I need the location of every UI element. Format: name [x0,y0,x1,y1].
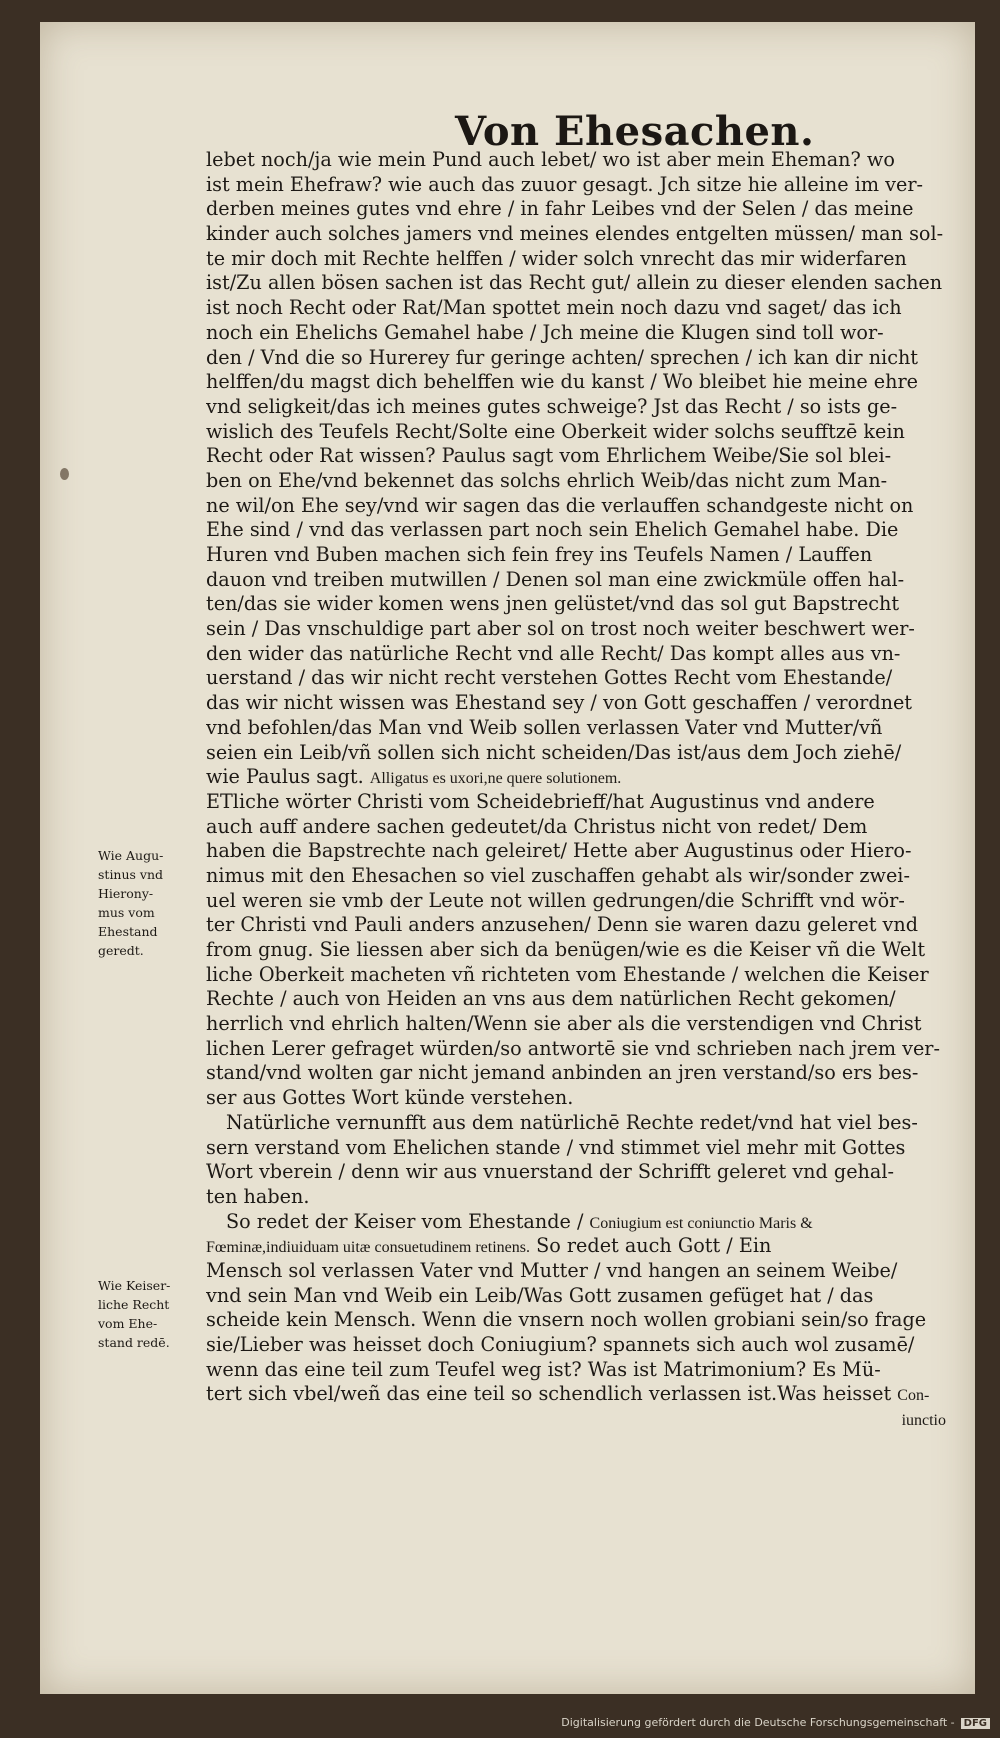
text-line: vnd befohlen/das Man vnd Weib sollen verlassen Vater vnd Mutter/vñ [206,715,883,739]
margin-note-line: geredt. [98,943,144,958]
text-line-with-latin [206,1210,946,1235]
margin-note-keiser [98,1276,198,1352]
text-line: wenn das eine teil zum Teufel weg ist? Was ist Matrimonium? Es Mü- [206,1357,881,1381]
text-line: liche Oberkeit macheten vñ richteten vom Ehestande / welchen die Keiser [206,962,929,986]
catchword-text: iunctio [901,1412,946,1430]
text-line: haben die Bapstrechte nach geleiret/ Hette aber Augustinus oder Hiero- [206,839,912,863]
text-line: dauon vnd treiben mutwillen / Denen sol man eine zwickmüle offen hal- [206,567,905,591]
margin-note-line: mus vom [98,905,155,920]
text-line: lebet noch/ja wie mein Pund auch lebet/ wo ist aber mein Eheman? wo [206,148,895,171]
latin-definition: Fœminæ,indiuiduam uitæ consuetudinem retinens. [206,1239,530,1257]
text-line: scheide kein Mensch. Wenn die vnsern noch wollen grobiani sein/so frage [206,1308,927,1332]
margin-note-augustinus [98,846,198,960]
text-line: vnd seligkeit/das ich meines gutes schweige? Jst das Recht / so ists ge- [206,394,898,418]
latin-quote: Alligatus es uxori,ne quere solutionem. [369,770,622,788]
text-line: Wort vberein / denn wir aus vnuerstand der Schrifft geleret vnd gehal- [206,1160,894,1184]
margin-note-line: Hierony- [98,886,154,901]
text-line: Natürliche vernunfft aus dem natürlichē Rechte redet/vnd hat viel bes- [226,1110,918,1134]
margin-note-line: vom Ehe- [98,1316,158,1331]
margin-note-line: Wie Keiser- [98,1278,171,1293]
stain-mark [60,468,69,480]
text-line: Mensch sol verlassen Vater vnd Mutter / vnd hangen an seinem Weibe/ [206,1258,898,1282]
text-line: ist mein Ehefraw? wie auch das zuuor gesagt. Jch sitze hie alleine im ver- [206,172,924,196]
text-segment: So redet der Keiser vom Ehestande / [226,1209,584,1233]
text-line: das wir nicht wissen was Ehestand sey / von Gott geschaffen / verordnet [206,691,913,715]
text-line: ne wil/on Ehe sey/vnd wir sagen das die verlauffen schandgeste nicht on [206,493,914,517]
text-line: sie/Lieber was heisset doch Coniugium? spannets sich auch wol zusamē/ [206,1333,915,1356]
margin-note-line: stinus vnd [98,867,164,882]
digitization-credit [0,1716,990,1729]
text-line-with-latin [206,765,946,790]
latin-definition: Coniugium est coniunctio Maris & [589,1214,813,1232]
text-line: noch ein Ehelichs Gemahel habe / Jch meine die Klugen sind toll wor- [206,320,884,344]
text-line: vnd sein Man vnd Weib ein Leib/Was Gott zusamen gefüget hat / das [206,1283,874,1307]
text-line: uel weren sie vmb der Leute not willen gedrungen/die Schrifft vnd wör- [206,888,905,912]
text-line: ben on Ehe/vnd bekennet das solchs ehrlich Weib/das nicht zum Man- [206,468,888,492]
text-line: nimus mit den Ehesachen so viel zuschaffen gehabt als wir/sonder zwei- [206,863,910,887]
credit-text: Digitalisierung gefördert durch die Deutsche Forschungsgemeinschaft - [561,1716,955,1729]
text-line: Rechte / auch von Heiden an vns aus dem natürlichen Recht gekomen/ [206,987,896,1011]
margin-note-line: liche Recht [98,1297,170,1312]
text-line: ten/das sie wider komen wens jnen gelüstet/vnd das sol gut Bapstrecht [206,592,900,616]
margin-note-line: stand redē. [98,1335,170,1350]
text-line: Huren vnd Buben machen sich fein frey ins Teufels Namen / Lauffen [206,543,873,566]
text-line: herrlich vnd ehrlich halten/Wenn sie aber als die verstendigen vnd Christ [206,1012,922,1036]
text-line: uerstand / das wir nicht recht verstehen Gottes Recht vom Ehestande/ [206,666,893,690]
text-line: wislich des Teufels Recht/Solte eine Oberkeit wider solchs seufftzē kein [206,419,905,443]
text-line: auch auff andere sachen gedeutet/da Christus nicht von redet/ Dem [206,814,868,838]
text-line: ten haben. [206,1184,310,1208]
catchword [206,1407,946,1432]
text-line: den wider das natürliche Recht vnd alle Recht/ Das kompt alles aus vn- [206,641,901,665]
text-line: lichen Lerer gefraget würden/so antwortē sie vnd schrieben nach jrem ver- [206,1036,940,1060]
text-line-with-latin [206,1382,946,1407]
text-line: ist noch Recht oder Rat/Man spottet mein noch dazu vnd saget/ das ich [206,296,902,320]
text-line: Recht oder Rat wissen? Paulus sagt vom Ehrlichem Weibe/Sie sol blei- [206,444,892,468]
text-segment: tert sich vbel/weñ das eine teil so schendlich verlassen ist.Was heisset [206,1382,892,1406]
text-segment: wie Paulus sagt. [206,765,364,789]
text-line: ter Christi vnd Pauli anders anzusehen/ Denn sie waren dazu geleret vnd [206,913,918,937]
margin-note-line: Ehestand [98,924,158,939]
text-line: helffen/du magst dich behelffen wie du kanst / Wo bleibet hie meine ehre [206,370,919,394]
book-page [40,22,975,1694]
text-line: ser aus Gottes Wort künde verstehen. [206,1086,574,1110]
text-line: sern verstand vom Ehelichen stande / vnd stimmet viel mehr mit Gottes [206,1135,906,1159]
text-segment: So redet auch Gott / Ein [536,1234,772,1258]
body-text [206,148,946,1432]
text-line: seien ein Leib/vñ sollen sich nicht scheiden/Das ist/aus dem Joch ziehē/ [206,740,902,764]
text-line: te mir doch mit Rechte helffen / wider solch vnrecht das mir widerfaren [206,246,907,270]
margin-note-line: Wie Augu- [98,848,164,863]
latin-word: Con- [897,1387,930,1405]
page-header-title: Von Ehesachen. [455,108,815,155]
text-line: kinder auch solches jamers vnd meines elendes entgelten müssen/ man sol- [206,222,944,246]
text-line: ist/Zu allen bösen sachen ist das Recht gut/ allein zu dieser elenden sachen [206,271,943,295]
text-line: Ehe sind / vnd das verlassen part noch sein Ehelich Gemahel habe. Die [206,518,899,542]
text-line: derben meines gutes vnd ehre / in fahr Leibes vnd der Selen / das meine [206,197,914,221]
dfg-logo: DFG [961,1718,990,1729]
text-line: sein / Das vnschuldige part aber sol on trost noch weiter beschwert wer- [206,617,915,641]
text-line: den / Vnd die so Hurerey fur geringe achten/ sprechen / ich kan dir nicht [206,345,919,369]
text-line-with-latin [206,1234,946,1259]
text-line: from gnug. Sie liessen aber sich da benügen/wie es die Keiser vñ die Welt [206,938,926,961]
text-line: ETliche wörter Christi vom Scheidebrieff/hat Augustinus vnd andere [206,789,875,813]
text-line: stand/vnd wolten gar nicht jemand anbinden an jren verstand/so ers bes- [206,1061,919,1085]
